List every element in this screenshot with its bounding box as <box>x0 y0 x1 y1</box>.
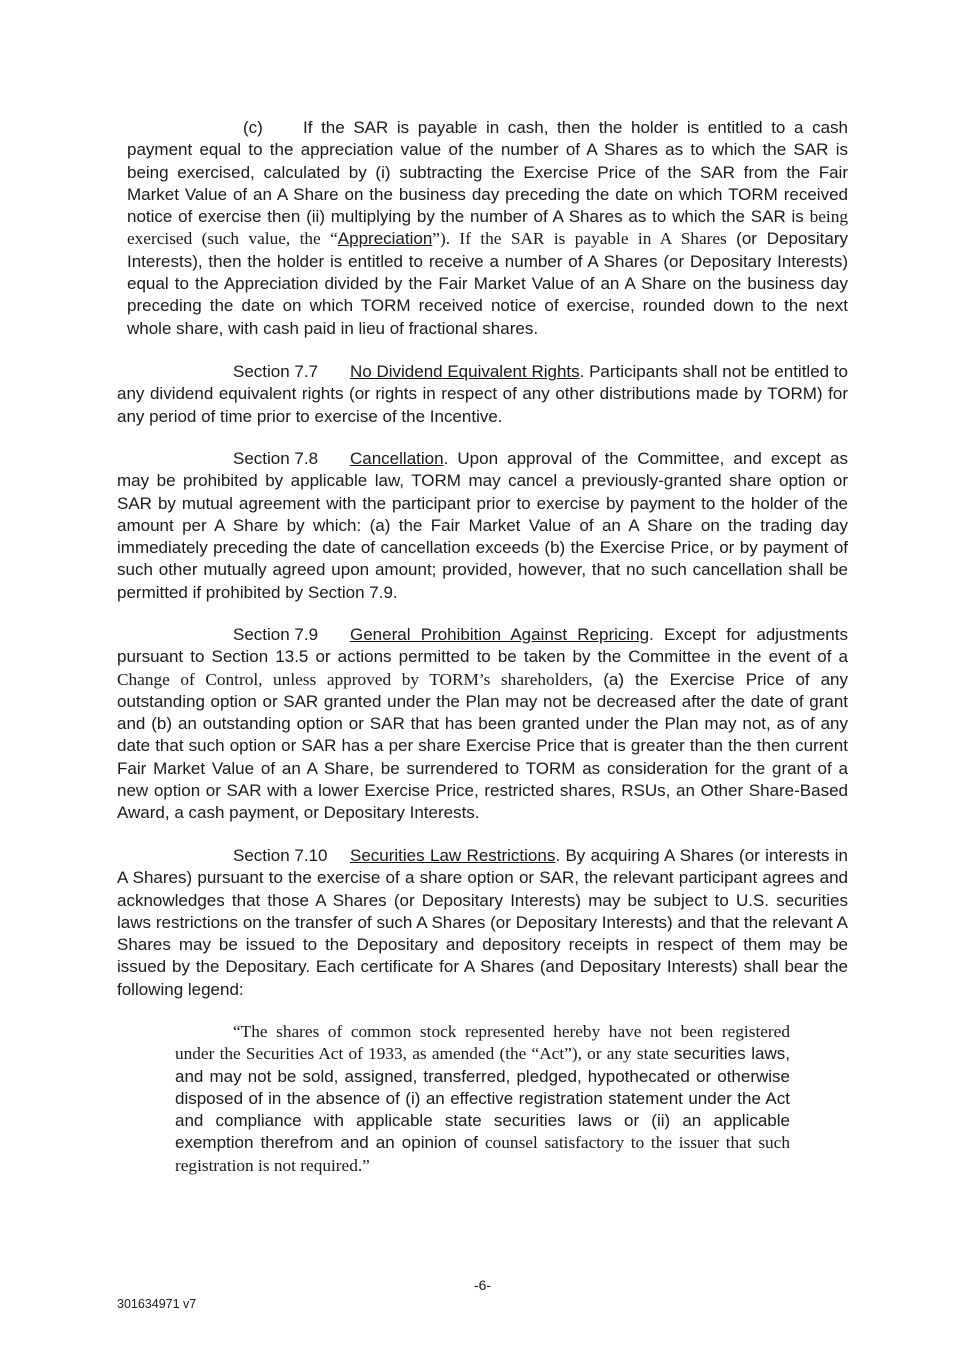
section-7-7-body: . Participants shall not be entitled to any dividend equivalent rights (or rights in respect of any other distributions made by TORM) for any period of time prior to exercise of the Incentive. <box>117 362 849 426</box>
section-7-10-heading: Securities Law Restrictions <box>350 846 556 865</box>
paragraph-c <box>127 117 848 340</box>
section-7-9-body-2: (a) the Exercise Price of any outstanding option or SAR granted under the Plan may not be decreased after the date of grant and (b) an outstanding option or SAR that has been granted under the Plan may not, as of any date that such option or SAR has a per share Exercise Price that is greater than the then current Fair Market Value of an A Share, be surrendered to TORM as consideration for the grant of a new option or SAR with a lower Exercise Price, restricted shares, RSUs, an Other Share-Based Award, a cash payment, or Depositary Interests. <box>117 669 849 823</box>
section-7-9-number: Section 7.9 <box>233 625 319 644</box>
securities-legend-quote <box>175 1021 790 1177</box>
paragraph-c-label: (c) <box>243 118 263 137</box>
section-7-9 <box>117 624 848 825</box>
section-7-10 <box>117 845 848 1001</box>
legend-sans-text: securities laws, and may not be sold, assigned, transferred, pledged, hypothecated or otherwise disposed of in the absence of (i) an effective registration statement under the Act and compliance with applicable state securities laws or (ii) an applicable exemption therefrom and an opinion of <box>175 1044 790 1153</box>
paragraph-c-serif-text: being exercised (such value, the “ <box>127 207 848 249</box>
document-id: 301634971 v7 <box>117 1297 197 1311</box>
section-7-8-number: Section 7.8 <box>233 449 319 468</box>
section-7-9-serif-body: Change of Control, unless approved by TORM’s shareholders, <box>117 669 604 689</box>
section-7-10-body: . By acquiring A Shares (or interests in A Shares) pursuant to the exercise of a share option or SAR, the relevant participant agrees and acknowledges that those A Shares (or Depositary Interests) may be subject to U.S. securities laws restrictions on the transfer of such A Shares (or Depositary Interests) and that the relevant A Shares may be issued to the Depositary and depository receipts in respect of them may be issued by the Depositary. Each certificate for A Shares (and Depositary Interests) shall bear the following legend: <box>117 846 849 999</box>
section-7-8 <box>117 448 848 604</box>
section-7-10-number: Section 7.10 <box>233 846 328 865</box>
section-7-7 <box>117 361 848 428</box>
section-7-9-heading: General Prohibition Against Repricing <box>350 625 650 644</box>
section-7-8-body: . Upon approval of the Committee, and except as may be prohibited by applicable law, TORM may cancel a previously-granted share option or SAR by mutual agreement with the participant prior to exercise by payment to the holder of the amount per A Share by which: (a) the Fair Market Value of an A Share on the trading day immediately preceding the date of cancellation exceeds (b) the Exercise Price, or by payment of such other mutually agreed upon amount; provided, however, that no such cancellation shall be permitted if prohibited by Section 7.9. <box>117 449 848 602</box>
section-7-7-number: Section 7.7 <box>233 362 319 381</box>
appreciation-term: Appreciation <box>337 229 433 249</box>
legend-serif-text: “The shares of common stock represented hereby have not been registered under the Securities Act of 1933, as amended (the “Act”), or any state <box>175 1022 790 1064</box>
paragraph-c-text: If the SAR is payable in cash, then the holder is entitled to a cash payment equal to the appreciation value of the number of A Shares as to which the SAR is being exercised, calculated by (i) subtracting the Exercise Price of the SAR from the Fair Market Value of an A Share on the business day preceding the date on which TORM received notice of exercise then (ii) multiplying by the number of A Shares as to which the SAR is <box>127 118 848 227</box>
section-7-8-heading: Cancellation <box>350 449 444 468</box>
section-7-7-heading: No Dividend Equivalent Rights <box>350 362 580 381</box>
paragraph-c-serif-text-2: ”). If the SAR is payable in A Shares <box>432 229 737 249</box>
legend-serif-text-2: counsel satisfactory to the issuer that such registration is not required.” <box>175 1133 790 1175</box>
section-7-9-body: . Except for adjustments pursuant to Section 13.5 or actions permitted to be taken by the Committee in the event of a <box>117 625 848 667</box>
page-number: -6- <box>473 1277 492 1293</box>
paragraph-c-text-2: (or Depositary Interests), then the holder is entitled to receive a number of A Shares (or Depositary Interests) equal to the Appreciation divided by the Fair Market Value of an A Share on the business day preceding the date on which TORM received notice of exercise, rounded down to the next whole share, with cash paid in lieu of fractional shares. <box>127 229 849 338</box>
